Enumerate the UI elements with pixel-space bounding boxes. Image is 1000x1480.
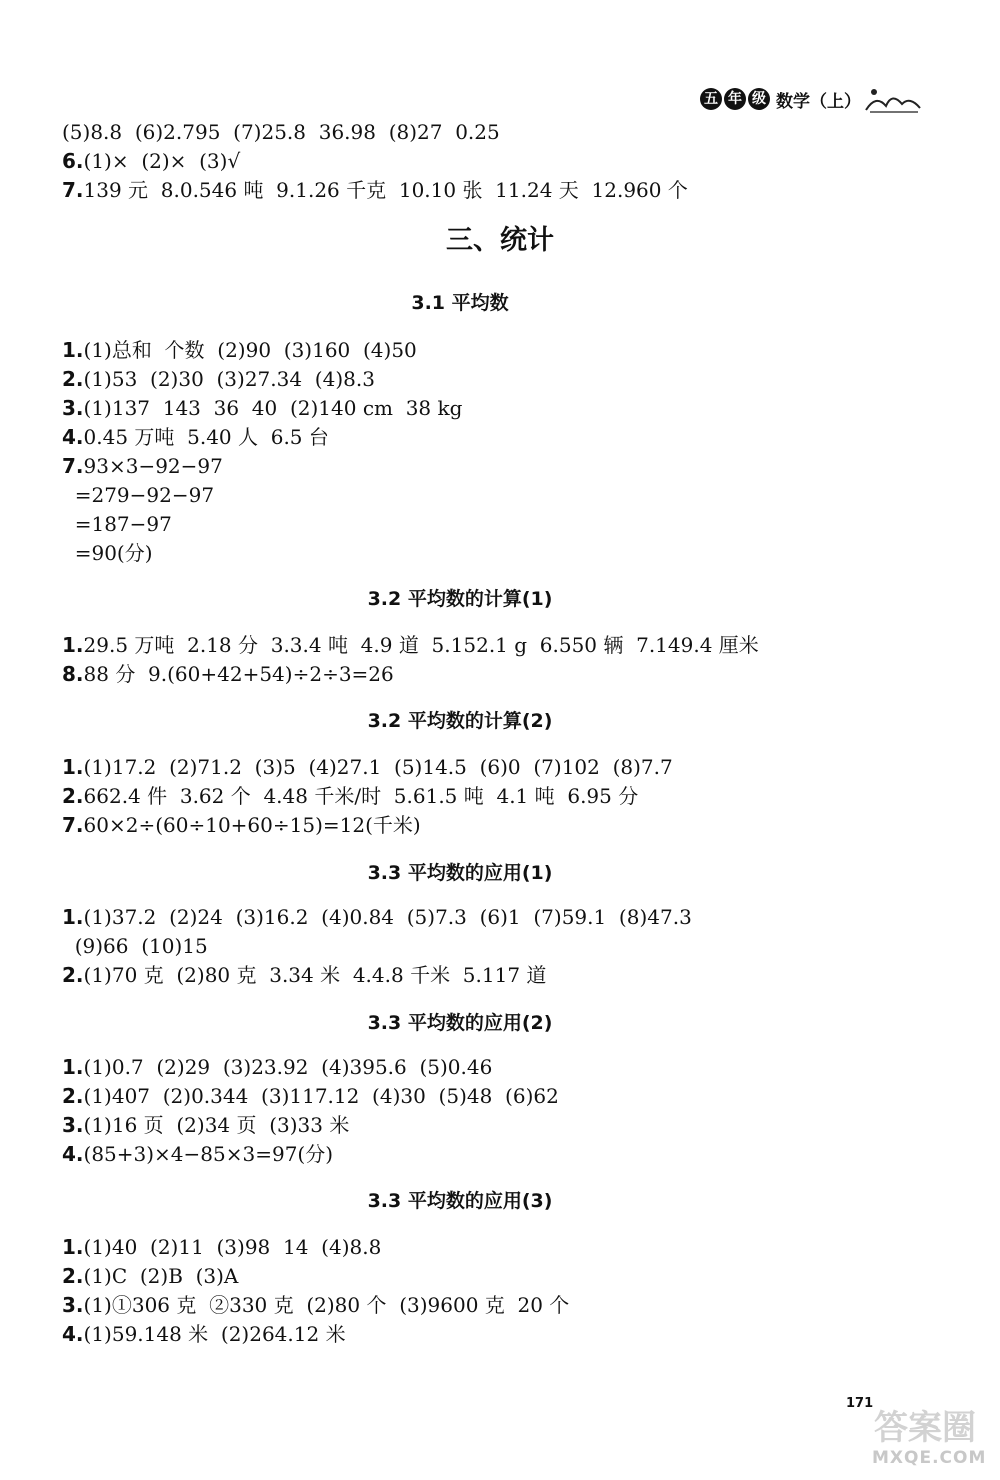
answer-line: 1.29.5 万吨 2.18 分 3.3.4 吨 4.9 道 5.152.1 g 6.550 辆 7.149.4 厘米 — [62, 633, 759, 657]
answer-line: 2.(1)53 (2)30 (3)27.34 (4)8.3 — [62, 367, 375, 391]
header-badge-char: 五 — [700, 88, 722, 110]
answer-line: 4.(85+3)×4−85×3=97(分) — [62, 1142, 334, 1166]
header-badge-char: 年 — [724, 88, 746, 110]
answer-line: 7.93×3−92−97 — [62, 454, 223, 478]
header-decoration-icon — [862, 84, 922, 116]
answer-line: =187−97 — [62, 512, 172, 536]
header-badge-char: 级 — [748, 88, 770, 110]
answer-line: 6.(1)× (2)× (3)√ — [62, 149, 241, 173]
answer-line: 2.662.4 件 3.62 个 4.48 千米/时 5.61.5 吨 4.1 吨 6.95 分 — [62, 784, 639, 808]
answer-line: 2.(1)407 (2)0.344 (3)117.12 (4)30 (5)48 (6)62 — [62, 1084, 559, 1108]
section-title: 3.1 平均数 — [411, 292, 509, 314]
answer-line: 1.(1)40 (2)11 (3)98 14 (4)8.8 — [62, 1235, 382, 1259]
answer-line: =279−92−97 — [62, 483, 215, 507]
answer-line: 1.(1)0.7 (2)29 (3)23.92 (4)395.6 (5)0.46 — [62, 1055, 493, 1079]
section-title: 3.3 平均数的应用(3) — [367, 1190, 553, 1212]
answer-line: 2.(1)70 克 (2)80 克 3.34 米 4.4.8 千米 5.117 道 — [62, 963, 547, 987]
header-subject: 数学（上） — [776, 92, 861, 112]
answer-line: 1.(1)总和 个数 (2)90 (3)160 (4)50 — [62, 338, 417, 362]
answer-line: 8.88 分 9.(60+42+54)÷2÷3=26 — [62, 662, 394, 686]
section-title: 3.2 平均数的计算(2) — [367, 710, 553, 732]
answer-line: 3.(1)16 页 (2)34 页 (3)33 米 — [62, 1113, 350, 1137]
answer-line: 4.0.45 万吨 5.40 人 6.5 台 — [62, 425, 329, 449]
answer-line: 3.(1)①306 克 ②330 克 (2)80 个 (3)9600 克 20 个 — [62, 1293, 570, 1317]
answer-line: =90(分) — [62, 541, 153, 565]
page-header — [700, 84, 930, 124]
answer-line: 1.(1)17.2 (2)71.2 (3)5 (4)27.1 (5)14.5 (6)0 (7)102 (8)7.7 — [62, 755, 673, 779]
watermark — [872, 1392, 996, 1472]
answer-line: 2.(1)C (2)B (3)A — [62, 1264, 239, 1288]
answer-line: 7.139 元 8.0.546 吨 9.1.26 千克 10.10 张 11.24 天 12.960 个 — [62, 178, 688, 202]
section-title: 3.2 平均数的计算(1) — [367, 588, 553, 610]
section-title: 3.3 平均数的应用(1) — [367, 862, 553, 884]
section-title: 3.3 平均数的应用(2) — [367, 1012, 553, 1034]
answer-line: 1.(1)37.2 (2)24 (3)16.2 (4)0.84 (5)7.3 (6)1 (7)59.1 (8)47.3 — [62, 905, 692, 929]
answer-line: 4.(1)59.148 米 (2)264.12 米 — [62, 1322, 346, 1346]
answer-line: 3.(1)137 143 36 40 (2)140 cm 38 kg — [62, 396, 463, 420]
answer-line: (5)8.8 (6)2.795 (7)25.8 36.98 (8)27 0.25 — [62, 120, 500, 144]
watermark-url: MXQE.COM — [872, 1448, 987, 1468]
answer-line: 7.60×2÷(60÷10+60÷15)=12(千米) — [62, 813, 421, 837]
watermark-logo: 答案圈 — [874, 1408, 976, 1448]
page-number: 171 — [846, 1396, 874, 1411]
answer-line: (9)66 (10)15 — [62, 934, 208, 958]
chapter-title: 三、统计 — [446, 225, 554, 256]
